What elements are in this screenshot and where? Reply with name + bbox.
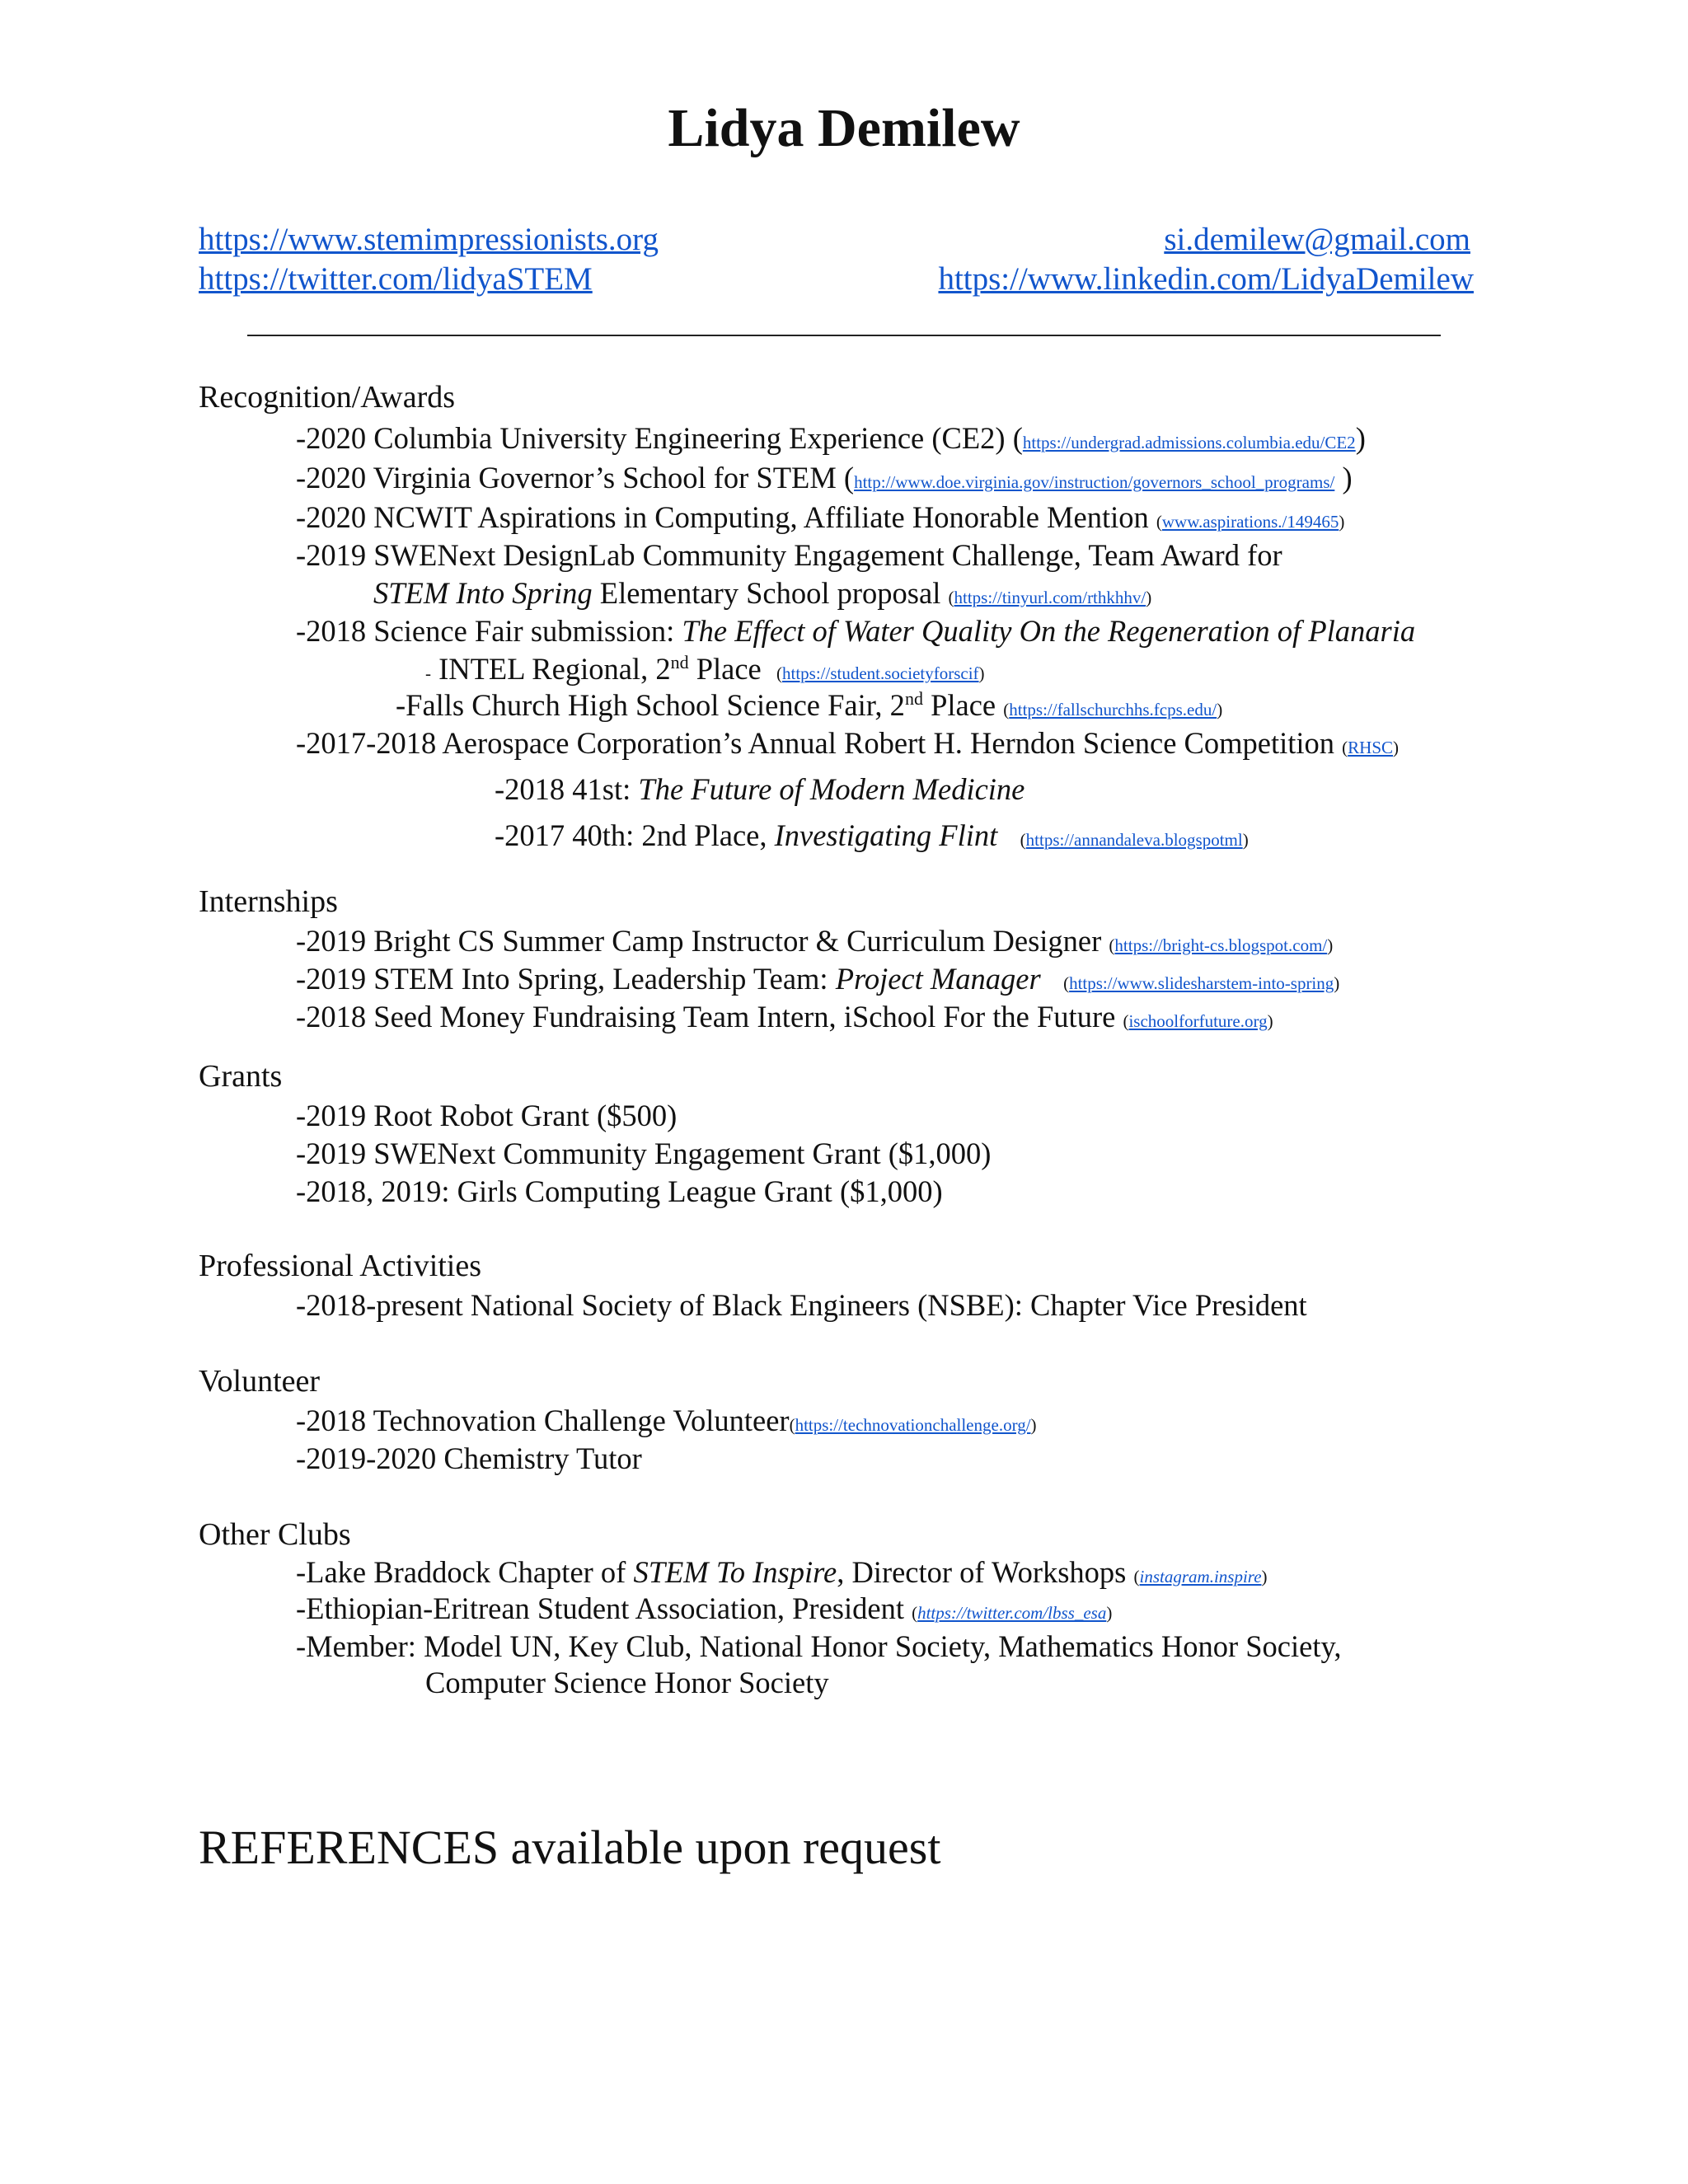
resume-name: Lidya Demilew (668, 98, 1020, 158)
technovation-link[interactable]: https://technovationchallenge.org/ (795, 1415, 1031, 1435)
fchs-link[interactable]: https://fallschurchhs.fcps.edu/ (1009, 700, 1217, 719)
instagram-link[interactable]: instagram.inspire (1139, 1567, 1262, 1586)
professional-heading: Professional Activities (199, 1249, 482, 1283)
award-virginia: -2020 Virginia Governor’s School for STEM (http://www.doe.virginia.gov/instruction/governors_school_programs/ ) (296, 461, 1353, 494)
annandale-link[interactable]: https://annandaleva.blogspotml (1025, 830, 1243, 850)
internships-heading: Internships (199, 884, 338, 919)
columbia-link[interactable]: https://undergrad.admissions.columbia.edu/CE2 (1022, 433, 1356, 452)
award-swenext-cont: STEM Into Spring Elementary School proposal (https://tinyurl.com/rthkhhv/) (373, 576, 1152, 610)
grant-item: -2019 Root Robot Grant ($500) (296, 1099, 678, 1132)
ncwit-link[interactable]: www.aspirations./149465 (1161, 512, 1339, 532)
bright-cs-link[interactable]: https://bright-cs.blogspot.com/ (1114, 935, 1328, 955)
internship-bright-cs: -2019 Bright CS Summer Camp Instructor & Curriculum Designer (https://bright-cs.blogspot.com/) (296, 924, 1334, 958)
rhsc-link[interactable]: RHSC (1348, 738, 1394, 757)
award-fchs: -Falls Church High School Science Fair, 2nd Place (https://fallschurchhs.fcps.edu/) (396, 687, 1223, 722)
award-herndon-2017: -2017 40th: 2nd Place, Investigating Flint (https://annandaleva.blogspotml) (495, 818, 1249, 852)
ischool-link[interactable]: ischoolforfuture.org (1128, 1011, 1268, 1031)
grants-heading: Grants (199, 1059, 283, 1094)
stem-spring-link[interactable]: https://www.slidesharstem-into-spring (1069, 973, 1334, 993)
internship-stem-spring: -2019 STEM Into Spring, Leadership Team: Project Manager (https://www.slidesharstem-into-spring) (296, 962, 1340, 996)
esa-twitter-link[interactable]: https://twitter.com/lbss_esa (917, 1603, 1107, 1623)
award-columbia: -2020 Columbia University Engineering Experience (CE2) (https://undergrad.admissions.columbia.edu/CE2) (296, 421, 1366, 455)
linkedin-link[interactable]: https://www.linkedin.com/LidyaDemilew (938, 261, 1474, 297)
award-aerospace: -2017-2018 Aerospace Corporation’s Annual Robert H. Herndon Science Competition (RHSC) (296, 726, 1400, 760)
website-link[interactable]: https://www.stemimpressionists.org (199, 222, 659, 257)
references-note: REFERENCES available upon request (199, 1821, 941, 1874)
virginia-link[interactable]: http://www.doe.virginia.gov/instruction/governors_school_programs/ (854, 472, 1335, 492)
swenext-link[interactable]: https://tinyurl.com/rthkhhv/ (954, 588, 1146, 607)
award-science-fair: -2018 Science Fair submission: The Effect of Water Quality On the Regeneration of Planaria (296, 614, 1416, 648)
award-herndon-2018: -2018 41st: The Future of Modern Medicine (495, 772, 1025, 806)
awards-heading: Recognition/Awards (199, 380, 456, 415)
club-member-line: -Member: Model UN, Key Club, National Honor Society, Mathematics Honor Society, (296, 1629, 1342, 1663)
award-intel: - INTEL Regional, 2nd Place (https://student.societyforscif) (425, 651, 985, 686)
internship-seed-money: -2018 Seed Money Fundraising Team Intern, iSchool For the Future (ischoolforfuture.org) (296, 1000, 1273, 1033)
volunteer-chemistry: -2019-2020 Chemistry Tutor (296, 1441, 642, 1475)
professional-item: -2018-present National Society of Black Engineers (NSBE): Chapter Vice President (296, 1288, 1307, 1322)
grant-item: -2018, 2019: Girls Computing League Grant ($1,000) (296, 1174, 943, 1208)
grant-item: -2019 SWENext Community Engagement Grant ($1,000) (296, 1137, 992, 1170)
club-ethiopian-eritrean: -Ethiopian-Eritrean Student Association, President (https://twitter.com/lbss_esa) (296, 1591, 1113, 1625)
clubs-heading: Other Clubs (199, 1517, 351, 1552)
volunteer-heading: Volunteer (199, 1364, 321, 1399)
header-divider (247, 335, 1441, 336)
volunteer-technovation: -2018 Technovation Challenge Volunteer(https://technovationchallenge.org/) (296, 1404, 1037, 1437)
club-member-line-cont: Computer Science Honor Society (425, 1666, 829, 1699)
award-swenext: -2019 SWENext DesignLab Community Engagement Challenge, Team Award for (296, 538, 1282, 572)
twitter-link[interactable]: https://twitter.com/lidyaSTEM (199, 261, 593, 297)
intel-link[interactable]: https://student.societyforscif (782, 663, 979, 683)
award-ncwit: -2020 NCWIT Aspirations in Computing, Affiliate Honorable Mention (www.aspirations./149465) (296, 500, 1345, 534)
email-link[interactable]: si.demilew@gmail.com (1164, 222, 1470, 257)
club-lake-braddock: -Lake Braddock Chapter of STEM To Inspire, Director of Workshops (instagram.inspire) (296, 1555, 1268, 1589)
